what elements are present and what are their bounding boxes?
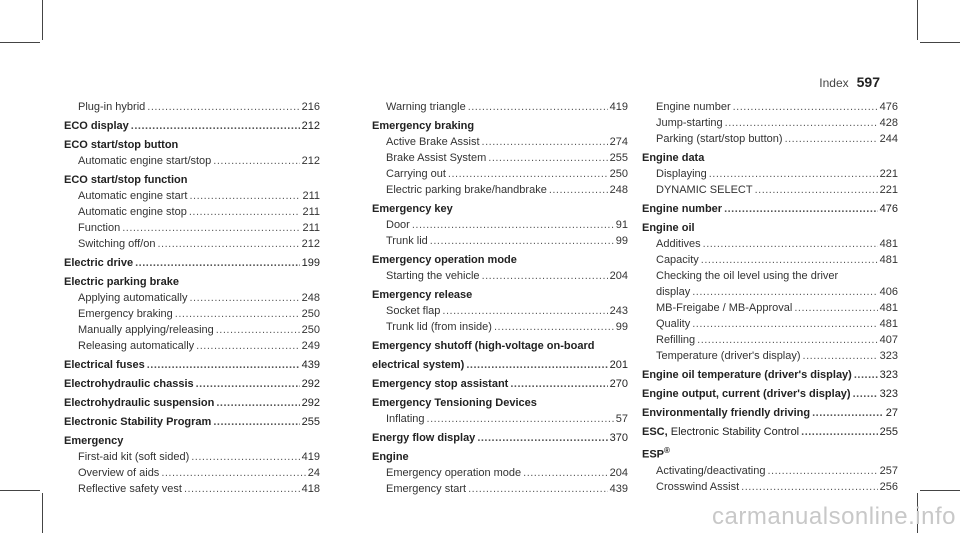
index-entry [642, 443, 898, 463]
page-ref: 216 [301, 101, 320, 113]
entry-text: Emergency operation mode [386, 467, 522, 479]
entry-text: Emergency key [372, 203, 453, 215]
entry-text: Refilling [656, 334, 696, 346]
page-ref: 248 [301, 292, 320, 304]
page-ref: 439 [609, 483, 628, 495]
entry-text: Displaying [656, 168, 707, 180]
page-ref: 211 [302, 190, 320, 202]
page-ref: 212 [301, 238, 320, 250]
index-subentry [372, 166, 628, 182]
index-subentry [372, 268, 628, 284]
index-entry [372, 449, 628, 465]
entry-text: Socket flap [386, 305, 441, 317]
leader-dots [468, 99, 608, 115]
index-subentry [64, 188, 320, 204]
index-entry [642, 424, 898, 440]
index-subentry [642, 284, 898, 300]
crop-mark [920, 490, 960, 491]
index-entry [372, 430, 628, 446]
page-ref: 476 [879, 203, 898, 215]
leader-dots [196, 376, 300, 392]
index-subentry [642, 182, 898, 198]
page-ref: 24 [307, 467, 320, 479]
entry-text: Temperature (driver's display) [656, 350, 801, 362]
entry-text: Releasing automatically [78, 340, 195, 352]
leader-dots [523, 465, 608, 481]
index-entry [372, 118, 628, 134]
index-subentry [372, 134, 628, 150]
leader-dots [189, 204, 301, 220]
page-number: 597 [856, 74, 880, 90]
leader-dots [213, 153, 299, 169]
leader-dots [733, 99, 878, 115]
leader-dots [767, 463, 877, 479]
leader-dots [213, 414, 299, 430]
entry-text: Starting the vehicle [386, 270, 480, 282]
leader-dots [157, 236, 299, 252]
leader-dots [412, 217, 614, 233]
page-ref: 292 [301, 397, 320, 409]
page-ref: 212 [301, 120, 320, 132]
page-ref: 481 [879, 238, 898, 250]
index-entry [64, 414, 320, 430]
index-subentry [642, 99, 898, 115]
entry-text: Switching off/on [78, 238, 156, 250]
index-entry [642, 220, 898, 236]
page-ref: 57 [615, 413, 628, 425]
index-entry [64, 274, 320, 290]
entry-text: Additives [656, 238, 701, 250]
entry-text: Electrical fuses [64, 359, 145, 371]
index-subentry [64, 306, 320, 322]
page-ref: 481 [879, 302, 898, 314]
crop-mark [42, 493, 43, 533]
leader-dots [122, 220, 300, 236]
leader-dots [196, 338, 299, 354]
crop-mark [42, 0, 43, 40]
leader-dots [477, 430, 607, 446]
leader-dots [135, 255, 300, 271]
index-subentry [642, 348, 898, 364]
entry-text: display [656, 286, 691, 298]
leader-dots [709, 166, 878, 182]
index-subentry [642, 252, 898, 268]
index-entry [642, 386, 898, 402]
leader-dots [741, 479, 878, 495]
entry-text: Emergency [64, 435, 124, 447]
index-subentry [642, 463, 898, 479]
index-subentry [64, 153, 320, 169]
leader-dots [801, 424, 878, 440]
page-ref: 99 [615, 235, 628, 247]
entry-desc: Electronic Stability Control [667, 426, 800, 438]
page-ref: 91 [615, 219, 628, 231]
page-ref: 244 [879, 133, 898, 145]
index-subentry [64, 290, 320, 306]
entry-text: Emergency operation mode [372, 254, 517, 266]
index-subentry [372, 217, 628, 233]
page-ref: 201 [609, 359, 628, 371]
index-subentry [372, 182, 628, 198]
leader-dots [794, 300, 877, 316]
registered-mark: ® [664, 446, 670, 455]
leader-dots [161, 465, 305, 481]
section-title: Index [819, 76, 849, 90]
entry-text: Applying automatically [78, 292, 188, 304]
page-ref: 211 [302, 222, 320, 234]
index-subentry [64, 449, 320, 465]
index-entry [372, 201, 628, 217]
index-subentry [64, 338, 320, 354]
page-ref: 211 [302, 206, 320, 218]
leader-dots [430, 233, 614, 249]
entry-text: Engine output, current (driver's display) [642, 388, 851, 400]
index-column [64, 99, 320, 497]
entry-text: Trunk lid [386, 235, 428, 247]
leader-dots [697, 332, 878, 348]
entry-text: Activating/deactivating [656, 464, 766, 477]
leader-dots [853, 386, 878, 402]
index-subentry [64, 322, 320, 338]
index-subentry [642, 131, 898, 147]
entry-text [642, 424, 799, 440]
entry-text: Emergency braking [78, 308, 173, 320]
index-entry [64, 376, 320, 392]
entry-text: Electronic Stability Program [64, 416, 212, 428]
entry-text: Automatic engine start/stop [78, 155, 212, 167]
entry-text: ECO display [64, 120, 129, 132]
index-entry [64, 357, 320, 373]
crop-mark [920, 42, 960, 43]
index-entry: Emergency shutoff (high-voltage on-board [372, 340, 595, 352]
index-entry [64, 395, 320, 411]
page-ref: 481 [879, 254, 898, 266]
page-ref: 323 [879, 369, 898, 381]
leader-dots [812, 405, 884, 421]
entry-text: Automatic engine start [78, 190, 188, 202]
entry-text: Trunk lid (from inside) [386, 321, 492, 333]
index-entry [372, 287, 628, 303]
page-ref: 428 [879, 117, 898, 129]
entry-text: Crosswind Assist [656, 480, 740, 493]
index-entry [64, 172, 320, 188]
page-ref: 370 [609, 432, 628, 444]
page-ref: 481 [879, 318, 898, 330]
leader-dots [427, 411, 614, 427]
entry-abbrev: ESC, [642, 426, 668, 438]
leader-dots [147, 99, 299, 115]
leader-dots [692, 316, 877, 332]
index-subentry [372, 303, 628, 319]
entry-text: Jump-starting [656, 117, 723, 129]
index-subentry [64, 204, 320, 220]
entry-text: Function [78, 222, 121, 234]
index-entry [372, 357, 628, 373]
entry-text: Capacity [656, 254, 699, 266]
index-subentry [372, 465, 628, 481]
entry-text: Engine [372, 451, 409, 463]
index-subentry [372, 150, 628, 166]
entry-text: Electric parking brake/handbrake [386, 184, 547, 196]
entry-text: Overview of aids [78, 467, 160, 479]
page-ref: 250 [301, 324, 320, 336]
entry-text: Engine oil temperature (driver's display) [642, 369, 852, 381]
page-ref: 292 [301, 378, 320, 390]
page-ref: 419 [609, 101, 628, 113]
leader-dots [147, 357, 300, 373]
index-subentry [64, 481, 320, 497]
entry-text: Electric parking brake [64, 276, 179, 288]
index-entry [372, 395, 628, 411]
page-ref: 248 [609, 184, 628, 196]
entry-text: Parking (start/stop button) [656, 133, 783, 145]
entry-text: Brake Assist System [386, 152, 487, 164]
leader-dots [549, 182, 608, 198]
leader-dots [488, 150, 607, 166]
page-ref: 212 [301, 155, 320, 167]
entry-text: DYNAMIC SELECT [656, 184, 753, 196]
entry-text: Emergency braking [372, 120, 475, 132]
leader-dots [189, 290, 299, 306]
entry-text: Automatic engine stop [78, 206, 187, 218]
page-ref: 243 [609, 305, 628, 317]
entry-text: ESP [642, 448, 665, 461]
index-entry [642, 201, 898, 217]
entry-text: Inflating [386, 413, 425, 425]
entry-text: Engine number [642, 203, 723, 215]
page-ref: 407 [879, 334, 898, 346]
index-subentry [64, 220, 320, 236]
page-ref: 221 [879, 184, 898, 196]
leader-dots [703, 236, 878, 252]
page-ref: 257 [879, 464, 898, 477]
index-entry [64, 137, 320, 153]
index-entry [64, 255, 320, 271]
page-ref: 270 [609, 378, 628, 390]
leader-dots [216, 395, 299, 411]
index-subentry [64, 236, 320, 252]
leader-dots [701, 252, 878, 268]
leader-dots [442, 303, 607, 319]
index-column [642, 99, 898, 495]
page-ref: 250 [609, 168, 628, 180]
index-subentry [372, 319, 628, 335]
page-ref: 256 [879, 480, 898, 493]
entry-text: Warning triangle [386, 101, 466, 113]
index-subentry [642, 479, 898, 495]
index-entry [64, 118, 320, 134]
page-ref: 27 [885, 407, 898, 419]
page-ref: 221 [879, 168, 898, 180]
page-ref: 199 [301, 257, 320, 269]
index-column [372, 99, 628, 497]
entry-text: ECO start/stop function [64, 174, 188, 186]
index-subentry [372, 411, 628, 427]
leader-dots [692, 284, 877, 300]
entry-text: Emergency release [372, 289, 473, 301]
page-ref: 419 [301, 451, 320, 463]
index-subentry [642, 332, 898, 348]
leader-dots [191, 449, 299, 465]
entry-text: Engine oil [642, 222, 695, 234]
page-ref: 439 [301, 359, 320, 371]
entry-text: Electrohydraulic suspension [64, 397, 215, 409]
leader-dots [725, 115, 878, 131]
index-subentry: Checking the oil level using the driver [656, 270, 839, 282]
leader-dots [175, 306, 300, 322]
leader-dots [803, 348, 878, 364]
crop-mark [917, 0, 918, 40]
leader-dots [494, 319, 614, 335]
entry-text: Energy flow display [372, 432, 476, 444]
index-subentry [642, 166, 898, 182]
page-ref: 204 [609, 467, 628, 479]
entry-text: Quality [656, 318, 691, 330]
entry-text: Emergency Tensioning Devices [372, 397, 537, 409]
entry-text: Door [386, 219, 410, 231]
crop-mark [0, 42, 40, 43]
index-subentry [64, 465, 320, 481]
entry-text: Emergency start [386, 483, 467, 495]
index-entry [372, 376, 628, 392]
leader-dots [466, 357, 607, 373]
index-subentry [64, 99, 320, 115]
index-entry [372, 252, 628, 268]
leader-dots [184, 481, 300, 497]
page-ref: 250 [301, 308, 320, 320]
index-entry [64, 433, 320, 449]
watermark: carmanualsonline.info [712, 503, 956, 530]
entry-text: Electric drive [64, 257, 134, 269]
leader-dots [482, 134, 608, 150]
page-ref: 323 [879, 350, 898, 362]
leader-dots [510, 376, 607, 392]
page-ref: 418 [301, 483, 320, 495]
entry-text: Plug-in hybrid [78, 101, 146, 113]
page-ref: 476 [879, 101, 898, 113]
index-subentry [372, 481, 628, 497]
page-ref: 323 [879, 388, 898, 400]
index-entry [642, 367, 898, 383]
entry-text: Manually applying/releasing [78, 324, 214, 336]
leader-dots [482, 268, 608, 284]
entry-text: First-aid kit (soft sided) [78, 451, 190, 463]
leader-dots [785, 131, 878, 147]
entry-text: electrical system) [372, 359, 465, 371]
leader-dots [468, 481, 608, 497]
leader-dots [131, 118, 300, 134]
entry-text: Engine number [656, 101, 731, 113]
page-ref: 406 [879, 286, 898, 298]
index-subentry [642, 115, 898, 131]
leader-dots [854, 367, 878, 383]
index-subentry [642, 300, 898, 316]
leader-dots [216, 322, 300, 338]
entry-text: MB-Freigabe / MB-Approval [656, 302, 793, 314]
page-ref: 255 [609, 152, 628, 164]
index-subentry [642, 236, 898, 252]
page-header [819, 74, 880, 90]
index-entry [642, 405, 898, 421]
entry-text: Emergency stop assistant [372, 378, 509, 390]
index-subentry [372, 99, 628, 115]
index-subentry [372, 233, 628, 249]
page-ref: 99 [615, 321, 628, 333]
page-ref: 255 [301, 416, 320, 428]
entry-text: Environmentally friendly driving [642, 407, 811, 419]
page-ref: 255 [879, 426, 898, 438]
leader-dots [189, 188, 300, 204]
page-ref: 249 [301, 340, 320, 352]
entry-text: Reflective safety vest [78, 483, 182, 495]
page-ref: 274 [609, 136, 628, 148]
entry-text: Carrying out [386, 168, 446, 180]
entry-text: ECO start/stop button [64, 139, 179, 151]
entry-text: Active Brake Assist [386, 136, 480, 148]
entry-text: Electrohydraulic chassis [64, 378, 194, 390]
entry-text: Engine data [642, 152, 705, 164]
index-subentry [642, 316, 898, 332]
page-ref: 204 [609, 270, 628, 282]
leader-dots [724, 201, 878, 217]
index-entry [642, 150, 898, 166]
leader-dots [755, 182, 878, 198]
leader-dots [448, 166, 608, 182]
crop-mark [0, 490, 40, 491]
